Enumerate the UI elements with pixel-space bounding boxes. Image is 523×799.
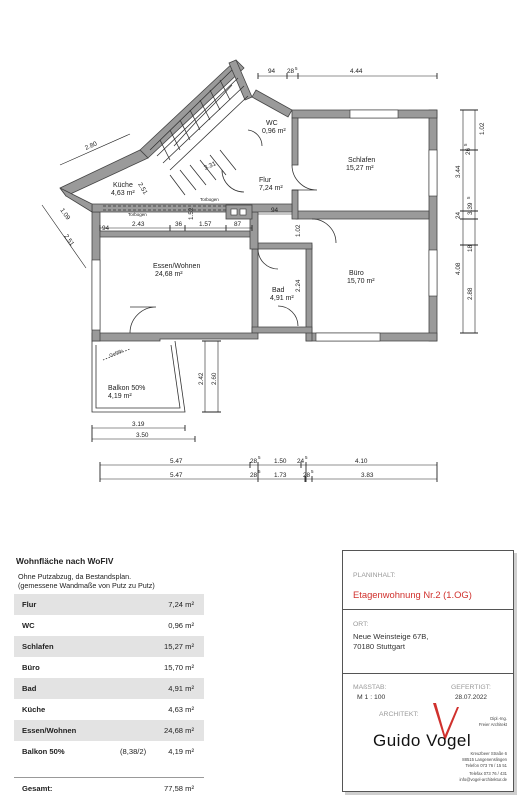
dim-stair-280: 2.80 [83, 140, 99, 152]
room-kueche-name: Küche [113, 182, 133, 189]
room-flur-name: Flur [259, 177, 272, 184]
wall-flur-angled [252, 90, 292, 117]
area-table [14, 556, 204, 794]
dim-bottom2-28b-sup: 5 [311, 469, 314, 474]
telephone: Telefon 073 76 / 15 51 [465, 763, 507, 768]
label-gefaelle: Gefälle [108, 347, 124, 358]
dim-bottom1-24-sup: 5 [305, 455, 308, 460]
area-row [14, 699, 204, 720]
address-2: 88515 Langenenslingen [462, 757, 507, 762]
area-row [14, 615, 204, 636]
area-row-value: 0,96 m² [168, 621, 194, 630]
dim-right-339: 3.39 [467, 202, 474, 215]
dim-row-157: 1.57 [199, 221, 212, 228]
area-total-row [14, 777, 204, 794]
dim-right-344: 3.44 [455, 165, 462, 178]
area-total-value: 77,58 m² [164, 784, 194, 793]
area-row-value: 7,24 m² [168, 600, 194, 609]
wall-stair-lower [60, 150, 148, 196]
wall-bad-top [258, 243, 312, 249]
dim-left-109: 1.09 [58, 207, 72, 222]
label-torbogen-2: Torbogen [200, 197, 219, 202]
dim-bottom1-150: 1.50 [274, 458, 287, 465]
massstab-label: MAßSTAB: [353, 684, 387, 691]
room-buero-name: Büro [349, 270, 364, 277]
dim-bottom1-547: 5.47 [170, 458, 183, 465]
dim-bottom2-173: 1.73 [274, 472, 287, 479]
dim-balkon-319: 3.19 [132, 421, 145, 428]
dim-bottom2-28b: 28 [303, 472, 311, 479]
room-kueche-area: 4,63 m² [111, 190, 135, 197]
label-torbogen-1: Torbogen [128, 212, 147, 217]
area-row-value: 4,19 m² [168, 747, 194, 756]
dim-right-26: 26 [465, 147, 472, 155]
dim-top-28: 28 [287, 68, 295, 75]
area-row-extra: (8,38/2) [120, 747, 147, 756]
room-buero-area: 15,70 m² [347, 278, 375, 285]
area-total-label: Gesamt: [22, 784, 53, 793]
area-row-name: Küche [22, 705, 46, 714]
room-wc-area: 0,96 m² [262, 128, 286, 135]
dim-bottom1-24: 24 [297, 458, 305, 465]
email: info@vogel-architektur.de [459, 777, 507, 782]
wall-essen-top [100, 231, 252, 237]
dim-row-243: 2.43 [132, 221, 145, 228]
dim-bottom2-547: 5.47 [170, 472, 183, 479]
room-balkon-area: 4,19 m² [108, 393, 132, 400]
balcony [92, 341, 185, 412]
room-schlafen-name: Schlafen [348, 157, 376, 164]
area-row-value: 15,27 m² [164, 642, 194, 651]
dim-bottom2-383: 3.83 [361, 472, 374, 479]
divider [343, 609, 513, 610]
dim-right-102: 1.02 [479, 122, 486, 135]
address-1: Kreuzbeer Straße 6 [470, 751, 507, 756]
ort-line-1: Neue Weinsteige 67B, [353, 632, 429, 641]
room-bad-area: 4,91 m² [270, 295, 294, 302]
dim-kueche-152: 1.52 [188, 207, 195, 220]
room-essen-name: Essen/Wohnen [153, 263, 201, 270]
area-row-value: 15,70 m² [164, 663, 194, 672]
wall-bad-left [252, 249, 258, 333]
dim-top-94: 94 [268, 68, 276, 75]
walls [60, 60, 437, 341]
dim-bottom2-28-sup: 5 [258, 469, 261, 474]
dim-balkon-260: 2.60 [211, 372, 218, 385]
dim-balkon-242: 2.42 [198, 372, 205, 385]
wall-schlafen-left2 [292, 190, 298, 219]
area-table-title: Wohnfläche nach WoFlV [16, 556, 114, 566]
telefax: Telefax 073 76 / 431 [469, 771, 507, 776]
dim-top-444: 4.44 [350, 68, 363, 75]
dim-stair-331: 3.31 [202, 160, 218, 172]
room-flur-area: 7,24 m² [259, 185, 283, 192]
dim-right-26-sup: 5 [463, 143, 468, 146]
dim-right-339-sup: 5 [466, 196, 471, 199]
dim-right-24: 24 [455, 211, 462, 219]
dim-bad-224: 2.24 [295, 279, 302, 292]
dim-left-251: 2.51 [62, 233, 76, 248]
area-row [14, 657, 204, 678]
wall-right [429, 110, 437, 341]
dim-left-94: 94 [102, 225, 110, 232]
dim-balkon-350: 3.50 [136, 432, 149, 439]
firm-title-1: Dipl.-Ing. [490, 716, 507, 721]
dim-row-36: 36 [175, 221, 183, 228]
wall-essen-bottom [92, 333, 258, 341]
area-table-note-2: (gemessene Wandmaße von Putz zu Putz) [18, 581, 155, 590]
planinhalt-value: Etagenwohnung Nr.2 (1.OG) [353, 589, 472, 600]
dim-top-28-sup: 5 [295, 66, 298, 71]
gefertigt-value: 28.07.2022 [455, 694, 487, 701]
dim-flur-94: 94 [271, 207, 279, 214]
area-row [14, 678, 204, 699]
area-row-value: 4,63 m² [168, 705, 194, 714]
planinhalt-label: PLANINHALT: [353, 572, 396, 579]
divider [343, 673, 513, 674]
room-wc-name: WC [266, 120, 278, 127]
dim-bottom1-28: 28 [250, 458, 258, 465]
massstab-value: M 1 : 100 [357, 694, 386, 701]
dim-right-408: 4.08 [455, 262, 462, 275]
area-row-value: 24,68 m² [164, 726, 194, 735]
architect-logo: Guido Vogel [373, 731, 472, 750]
dim-row-87: 87 [234, 221, 242, 228]
area-row-name: Flur [22, 600, 37, 609]
gefertigt-label: GEFERTIGT: [451, 684, 491, 691]
dim-bottom1-28-sup: 5 [258, 455, 261, 460]
ort-line-2: 70180 Stuttgart [353, 642, 405, 651]
area-row-name: WC [22, 621, 35, 630]
area-row-name: Büro [22, 663, 40, 672]
area-table-note-1: Ohne Putzabzug, da Bestandsplan. [18, 572, 132, 581]
dim-bottom2-28: 28 [250, 472, 258, 479]
wall-bad-bottom [252, 327, 312, 333]
dim-bad-102: 1.02 [295, 224, 302, 237]
room-essen-area: 24,68 m² [155, 271, 183, 278]
room-bad-name: Bad [272, 287, 285, 294]
chimney [226, 205, 252, 219]
area-row [14, 594, 204, 615]
dimension-lines [42, 73, 478, 482]
dim-right-18: 18 [467, 244, 474, 252]
area-row-name: Balkon 50% [22, 747, 65, 756]
room-balkon-name: Balkon 50% [108, 385, 146, 392]
area-row [14, 720, 204, 741]
dim-bottom1-410: 4.10 [355, 458, 368, 465]
room-schlafen-area: 15,27 m² [346, 165, 374, 172]
area-row-value: 4,91 m² [168, 684, 194, 693]
area-row [14, 636, 204, 657]
area-row-name: Essen/Wohnen [22, 726, 77, 735]
architekt-label: ARCHITEKT: [379, 711, 419, 718]
area-row [14, 741, 204, 762]
room-labels [108, 120, 375, 400]
dim-right-288: 2.88 [467, 287, 474, 300]
wall-schlafen-buero [296, 211, 429, 219]
wall-schlafen-left [292, 118, 298, 165]
ort-label: ORT: [353, 621, 369, 628]
area-row-name: Schlafen [22, 642, 54, 651]
area-row-name: Bad [22, 684, 37, 693]
title-block [342, 550, 514, 792]
dim-kueche-251: 2.51 [136, 181, 149, 196]
firm-title-2: Freier Architekt [478, 722, 507, 727]
